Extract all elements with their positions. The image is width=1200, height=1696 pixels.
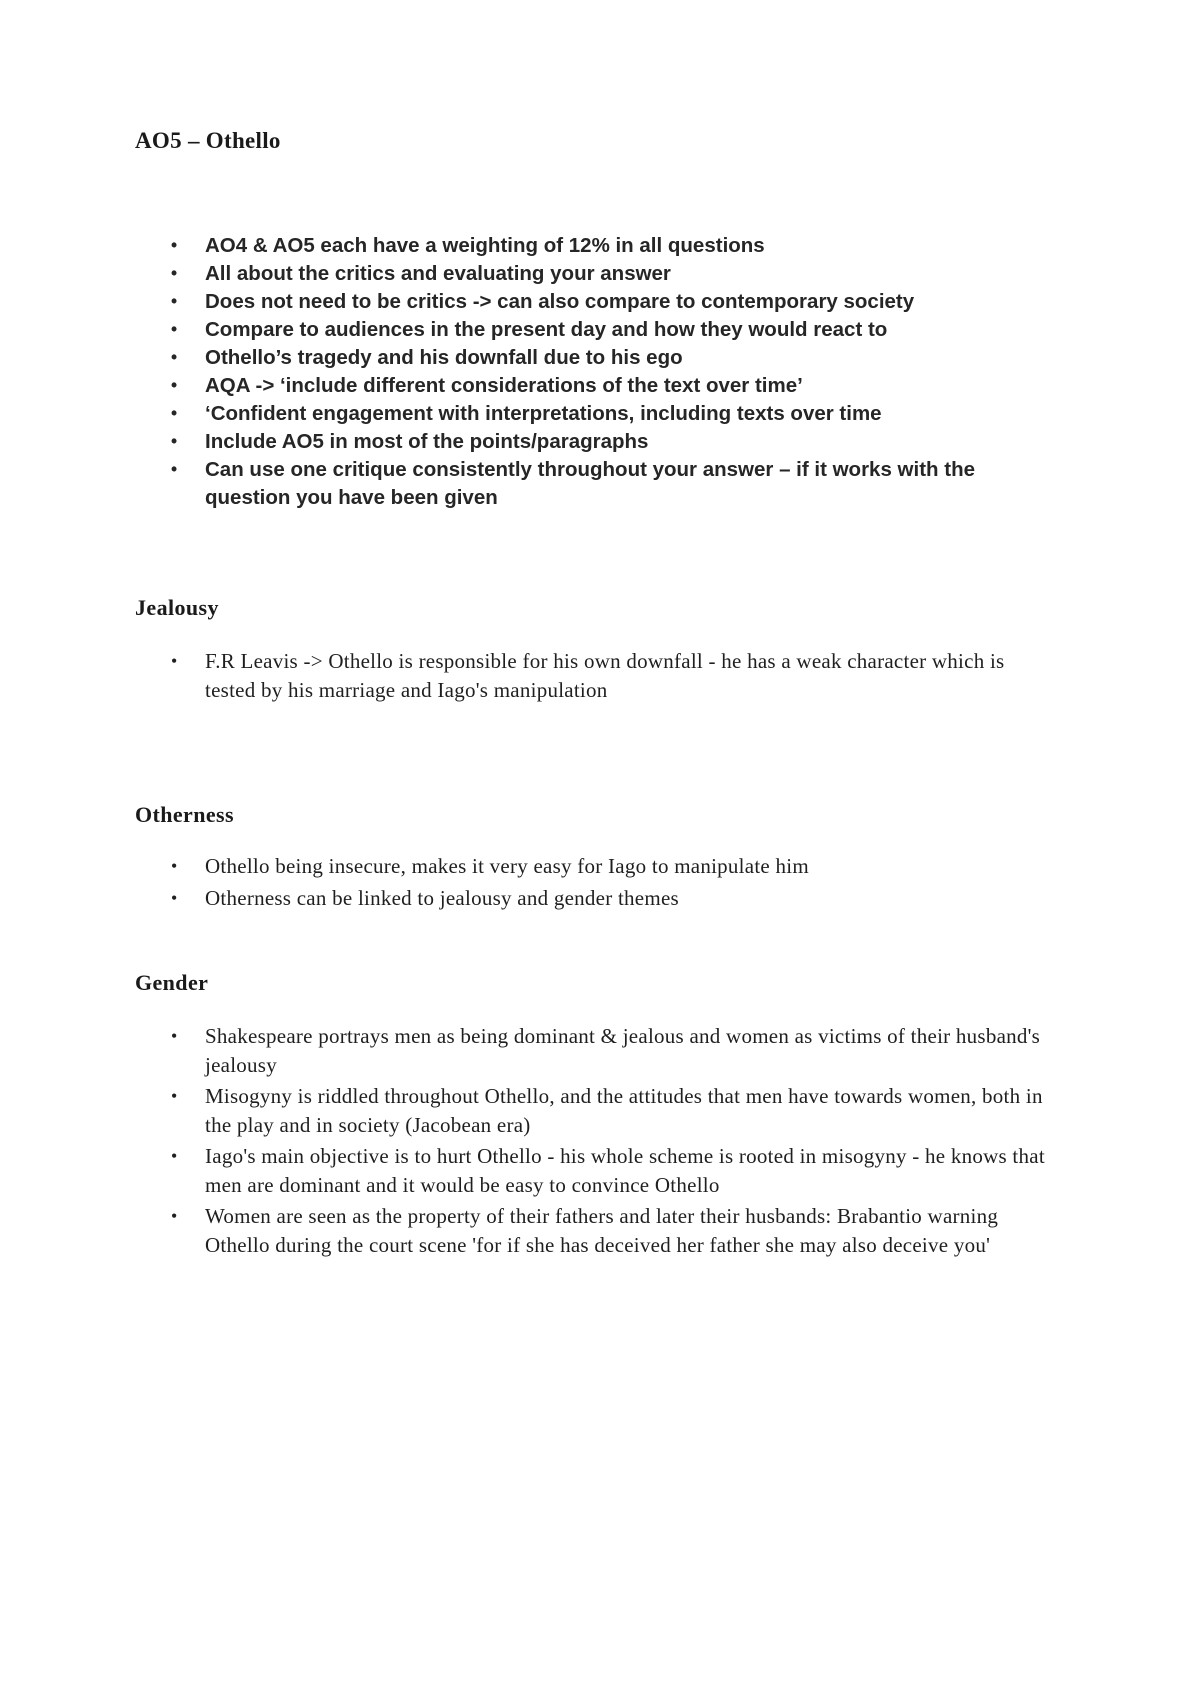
list-item — [135, 456, 1050, 511]
gender-bullet-list — [135, 1022, 1050, 1259]
list-item — [135, 400, 1050, 428]
list-item-text: Can use one critique consistently throughout your answer – if it works with the question you have been given — [205, 458, 975, 509]
bullet-icon: • — [171, 403, 178, 423]
list-item-text: Iago's main objective is to hurt Othello - his whole scheme is rooted in misogyny - he knows that men are dominant and it would be easy to convince Othello — [205, 1144, 1045, 1197]
list-item-text: Misogyny is riddled throughout Othello, and the attitudes that men have towards women, both in the play and in society (Jacobean era) — [205, 1084, 1043, 1137]
bullet-icon: • — [171, 1026, 178, 1046]
bullet-icon: • — [171, 235, 178, 255]
list-item-text: Include AO5 in most of the points/paragraphs — [205, 430, 649, 453]
list-item — [135, 884, 1050, 913]
bullet-icon: • — [171, 319, 178, 339]
bullet-icon: • — [171, 431, 178, 451]
list-item — [135, 1202, 1050, 1259]
page-title: AO5 – Othello — [135, 128, 281, 153]
intro-bullet-list — [135, 232, 1050, 511]
list-item-text: Does not need to be critics -> can also compare to contemporary society — [205, 290, 915, 313]
list-item-text: AO4 & AO5 each have a weighting of 12% in all questions — [205, 234, 765, 257]
bullet-icon: • — [171, 856, 178, 876]
list-item — [135, 1022, 1050, 1079]
bullet-icon: • — [171, 1146, 178, 1166]
bullet-icon: • — [171, 347, 178, 367]
list-item — [135, 316, 1050, 344]
bullet-icon: • — [171, 1086, 178, 1106]
list-item — [135, 344, 1050, 372]
list-item-text: Othello’s tragedy and his downfall due to his ego — [205, 346, 683, 369]
list-item-text: Shakespeare portrays men as being dominant & jealous and women as victims of their husband's jealousy — [205, 1024, 1041, 1077]
list-item — [135, 1142, 1050, 1199]
bullet-icon: • — [171, 459, 178, 479]
list-item — [135, 1082, 1050, 1139]
list-item-text: Otherness can be linked to jealousy and gender themes — [205, 885, 679, 910]
bullet-icon: • — [171, 263, 178, 283]
bullet-icon: • — [171, 291, 178, 311]
list-item — [135, 428, 1050, 456]
section-heading-otherness: Otherness — [135, 802, 234, 827]
bullet-icon: • — [171, 375, 178, 395]
list-item-text: Women are seen as the property of their fathers and later their husbands: Brabantio warning Othello during the court scene 'for if she has deceived her father she may also deceive you' — [205, 1204, 999, 1257]
bullet-icon: • — [171, 887, 178, 908]
list-item-text: Compare to audiences in the present day and how they would react to — [205, 318, 888, 341]
list-item-text: F.R Leavis -> Othello is responsible for his own downfall - he has a weak character which is tested by his marriage and Iago's manipulation — [205, 649, 1005, 702]
list-item — [135, 232, 1050, 260]
jealousy-bullet-list — [135, 647, 1050, 704]
otherness-bullet-list — [135, 852, 1050, 912]
list-item-text: AQA -> ‘include different considerations of the text over time’ — [205, 374, 803, 397]
bullet-icon: • — [171, 651, 178, 671]
list-item — [135, 647, 1050, 704]
list-item-text: All about the critics and evaluating your answer — [205, 262, 671, 285]
section-heading-jealousy: Jealousy — [135, 595, 219, 620]
bullet-icon: • — [171, 1206, 178, 1226]
list-item-text: Othello being insecure, makes it very easy for Iago to manipulate him — [205, 854, 809, 878]
list-item — [135, 372, 1050, 400]
list-item — [135, 288, 1050, 316]
list-item-text: ‘Confident engagement with interpretations, including texts over time — [205, 402, 882, 425]
list-item — [135, 260, 1050, 288]
list-item — [135, 852, 1050, 881]
section-heading-gender: Gender — [135, 970, 209, 995]
